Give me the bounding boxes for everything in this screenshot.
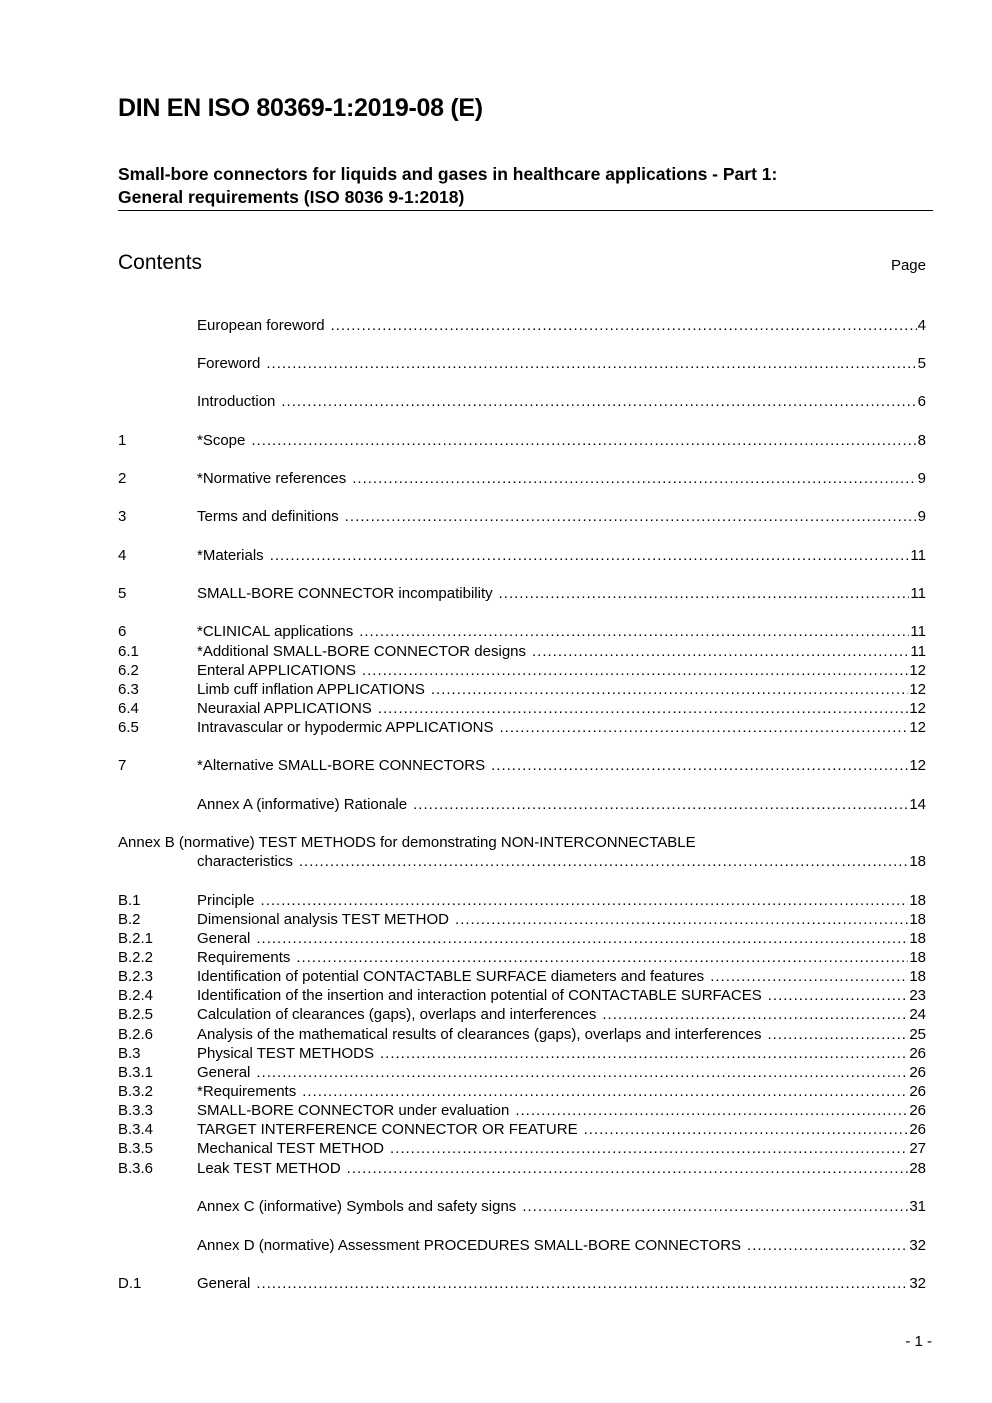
toc-entry[interactable] bbox=[118, 1197, 926, 1216]
toc-entry-page: 18 bbox=[909, 930, 926, 947]
toc-entry[interactable] bbox=[118, 316, 926, 335]
toc-entry-number: 6.4 bbox=[118, 700, 139, 717]
toc-dot-leader bbox=[345, 507, 917, 526]
toc-entry-title: Introduction bbox=[197, 393, 276, 410]
toc-entry-page: 9 bbox=[917, 470, 926, 487]
toc-entry[interactable] bbox=[118, 642, 926, 661]
toc-entry-number: 6.3 bbox=[118, 681, 139, 698]
toc-entry-page: 12 bbox=[909, 757, 926, 774]
toc-dot-leader bbox=[491, 756, 908, 775]
toc-dot-leader bbox=[602, 1005, 908, 1024]
toc-entry-page: 12 bbox=[909, 700, 926, 717]
toc-entry-number: B.2 bbox=[118, 911, 141, 928]
toc-entry-page: 32 bbox=[909, 1275, 926, 1292]
toc-entry-number: 5 bbox=[118, 585, 127, 602]
toc-entry-page: 18 bbox=[909, 911, 926, 928]
toc-entry-title: General bbox=[197, 1275, 251, 1292]
toc-entry-page: 28 bbox=[909, 1160, 926, 1177]
toc-entry-title: Identification of potential CONTACTABLE SURFACE diameters and features bbox=[197, 968, 705, 985]
toc-entry-title: Terms and definitions bbox=[197, 508, 339, 525]
toc-entry-number: B.3.2 bbox=[118, 1083, 154, 1100]
toc-dot-leader bbox=[390, 1139, 908, 1158]
toc-entry-title: SMALL-BORE CONNECTOR under evaluation bbox=[197, 1102, 510, 1119]
document-title bbox=[118, 163, 933, 209]
toc-entry[interactable] bbox=[118, 469, 926, 488]
page-column-heading: Page bbox=[890, 257, 926, 274]
toc-entry-page: 26 bbox=[909, 1102, 926, 1119]
toc-entry-title: Dimensional analysis TEST METHOD bbox=[197, 911, 450, 928]
toc-entry-page: 31 bbox=[909, 1198, 926, 1215]
toc-entry-page: 26 bbox=[909, 1045, 926, 1062]
toc-dot-leader bbox=[270, 546, 910, 565]
toc-entry-number: B.2.5 bbox=[118, 1006, 154, 1023]
toc-entry-page: 18 bbox=[909, 968, 926, 985]
toc-entry-number: D.1 bbox=[118, 1275, 142, 1292]
toc-entry-page: 9 bbox=[917, 508, 926, 525]
toc-entry[interactable] bbox=[118, 546, 926, 565]
toc-entry-page: 26 bbox=[909, 1064, 926, 1081]
toc-entry[interactable] bbox=[118, 661, 926, 680]
toc-dot-leader bbox=[380, 1044, 908, 1063]
toc-entry-title: Identification of the insertion and interaction potential of CONTACTABLE SURFACES bbox=[197, 987, 762, 1004]
toc-entry-page: 11 bbox=[910, 547, 926, 564]
toc-dot-leader bbox=[251, 431, 916, 450]
toc-entry-number: 6.2 bbox=[118, 662, 139, 679]
toc-entry[interactable] bbox=[118, 1082, 926, 1101]
toc-entry-title: Limb cuff inflation APPLICATIONS bbox=[197, 681, 425, 698]
toc-entry[interactable] bbox=[118, 967, 926, 986]
document-title-line-2: General requirements (ISO 8036 9-1:2018) bbox=[118, 187, 465, 207]
toc-entry-page: 5 bbox=[917, 355, 926, 372]
toc-entry[interactable] bbox=[118, 392, 926, 411]
toc-entry-number: B.2.2 bbox=[118, 949, 154, 966]
toc-dot-leader bbox=[522, 1197, 908, 1216]
toc-entry[interactable] bbox=[118, 795, 926, 814]
toc-entry[interactable] bbox=[118, 1274, 926, 1293]
toc-entry-number: B.3.5 bbox=[118, 1140, 154, 1157]
toc-entry-page: 18 bbox=[909, 853, 926, 870]
toc-dot-leader bbox=[413, 795, 908, 814]
toc-entry-page: 14 bbox=[909, 796, 926, 813]
toc-entry-title: Physical TEST METHODS bbox=[197, 1045, 374, 1062]
toc-entry-title: *Requirements bbox=[197, 1083, 297, 1100]
toc-entry[interactable] bbox=[118, 1120, 926, 1139]
toc-entry-title: Annex C (informative) Symbols and safety signs bbox=[197, 1198, 517, 1215]
toc-entry-title: Annex D (normative) Assessment PROCEDURES SMALL-BORE CONNECTORS bbox=[197, 1237, 742, 1254]
toc-dot-leader bbox=[767, 1025, 908, 1044]
toc-entry-title: SMALL-BORE CONNECTOR incompatibility bbox=[197, 585, 493, 602]
toc-entry-page: 11 bbox=[910, 643, 926, 660]
toc-dot-leader bbox=[331, 316, 917, 335]
toc-dot-leader bbox=[515, 1101, 908, 1120]
toc-entry[interactable] bbox=[118, 354, 926, 373]
toc-entry[interactable] bbox=[118, 852, 926, 871]
toc-entry-title: Annex A (informative) Rationale bbox=[197, 796, 408, 813]
toc-entry-page: 11 bbox=[910, 585, 926, 602]
toc-entry-number: 6 bbox=[118, 623, 127, 640]
toc-dot-leader bbox=[747, 1236, 908, 1255]
document-number: DIN EN ISO 80369-1:2019-08 (E) bbox=[118, 94, 483, 122]
toc-dot-leader bbox=[261, 891, 909, 910]
toc-entry[interactable] bbox=[118, 986, 926, 1005]
toc-entry-number: B.3.1 bbox=[118, 1064, 154, 1081]
toc-entry-title: Analysis of the mathematical results of clearances (gaps), overlaps and interferences bbox=[197, 1026, 762, 1043]
toc-dot-leader bbox=[359, 622, 909, 641]
toc-entry[interactable] bbox=[118, 680, 926, 699]
toc-entry-number: 4 bbox=[118, 547, 127, 564]
toc-entry-page: 32 bbox=[909, 1237, 926, 1254]
contents-heading: Contents bbox=[118, 251, 203, 274]
toc-entry-page: 4 bbox=[917, 317, 926, 334]
toc-entry[interactable] bbox=[118, 431, 926, 450]
toc-entry-page: 12 bbox=[909, 681, 926, 698]
toc-entry-page: 24 bbox=[909, 1006, 926, 1023]
toc-dot-leader bbox=[584, 1120, 909, 1139]
toc-entry[interactable] bbox=[118, 1025, 926, 1044]
toc-entry[interactable] bbox=[118, 1044, 926, 1063]
toc-entry-title: Leak TEST METHOD bbox=[197, 1160, 341, 1177]
toc-entry-title: Enteral APPLICATIONS bbox=[197, 662, 356, 679]
toc-entry-title: Foreword bbox=[197, 355, 261, 372]
toc-entry-number: 2 bbox=[118, 470, 127, 487]
toc-entry[interactable] bbox=[118, 584, 926, 603]
toc-entry-heading-line: Annex B (normative) TEST METHODS for demonstrating NON-INTERCONNECTABLE bbox=[118, 834, 696, 851]
toc-entry[interactable] bbox=[118, 1101, 926, 1120]
toc-entry-number: B.3.6 bbox=[118, 1160, 154, 1177]
toc-dot-leader bbox=[500, 718, 909, 737]
toc-entry[interactable] bbox=[118, 1159, 926, 1178]
title-rule bbox=[118, 210, 933, 211]
toc-dot-leader bbox=[266, 354, 916, 373]
toc-entry-title: Requirements bbox=[197, 949, 291, 966]
toc-dot-leader bbox=[256, 1274, 908, 1293]
toc-dot-leader bbox=[352, 469, 916, 488]
toc-entry[interactable] bbox=[118, 929, 926, 948]
toc-dot-leader bbox=[296, 948, 908, 967]
toc-dot-leader bbox=[710, 967, 908, 986]
toc-entry-title: Calculation of clearances (gaps), overlaps and interferences bbox=[197, 1006, 597, 1023]
toc-dot-leader bbox=[256, 929, 908, 948]
toc-entry-page: 12 bbox=[909, 662, 926, 679]
toc-entry-title: *Alternative SMALL-BORE CONNECTORS bbox=[197, 757, 486, 774]
toc-dot-leader bbox=[532, 642, 909, 661]
toc-entry[interactable] bbox=[118, 699, 926, 718]
toc-entry-number: B.1 bbox=[118, 892, 141, 909]
toc-entry-page: 23 bbox=[909, 987, 926, 1004]
toc-dot-leader bbox=[302, 1082, 908, 1101]
toc-entry-number: B.2.6 bbox=[118, 1026, 154, 1043]
toc-dot-leader bbox=[362, 661, 908, 680]
footer-page-number: - 1 - bbox=[905, 1333, 932, 1350]
toc-entry-title: *Scope bbox=[197, 432, 246, 449]
toc-entry-number: B.3.4 bbox=[118, 1121, 154, 1138]
toc-entry[interactable] bbox=[118, 891, 926, 910]
toc-entry-title: TARGET INTERFERENCE CONNECTOR OR FEATURE bbox=[197, 1121, 578, 1138]
toc-entry-title: Mechanical TEST METHOD bbox=[197, 1140, 384, 1157]
toc-entry[interactable] bbox=[118, 718, 926, 737]
toc-entry-title: General bbox=[197, 1064, 251, 1081]
toc-entry[interactable] bbox=[118, 756, 926, 775]
toc-entry-title: European foreword bbox=[197, 317, 325, 334]
toc-entry-page: 8 bbox=[917, 432, 926, 449]
toc-entry-title: *Normative references bbox=[197, 470, 347, 487]
toc-entry-title: *Additional SMALL-BORE CONNECTOR designs bbox=[197, 643, 527, 660]
toc-entry-number: B.2.1 bbox=[118, 930, 154, 947]
toc-dot-leader bbox=[256, 1063, 908, 1082]
toc-entry[interactable] bbox=[118, 1139, 926, 1158]
toc-entry-title: Intravascular or hypodermic APPLICATIONS bbox=[197, 719, 494, 736]
toc-entry-page: 27 bbox=[909, 1140, 926, 1157]
toc-dot-leader bbox=[347, 1159, 909, 1178]
toc-entry-number: 3 bbox=[118, 508, 127, 525]
toc-entry[interactable] bbox=[118, 622, 926, 641]
toc-entry-page: 18 bbox=[909, 949, 926, 966]
toc-entry[interactable] bbox=[118, 948, 926, 967]
toc-entry[interactable] bbox=[118, 910, 926, 929]
toc-entry-number: B.2.4 bbox=[118, 987, 154, 1004]
toc-entry-page: 12 bbox=[909, 719, 926, 736]
toc-entry-title: *CLINICAL applications bbox=[197, 623, 354, 640]
toc-entry-title: characteristics bbox=[197, 853, 293, 870]
toc-entry-number: 7 bbox=[118, 757, 127, 774]
toc-entry-title: *Materials bbox=[197, 547, 264, 564]
toc-dot-leader bbox=[499, 584, 910, 603]
toc-entry[interactable] bbox=[118, 1236, 926, 1255]
toc-entry[interactable] bbox=[118, 1063, 926, 1082]
toc-entry-page: 11 bbox=[910, 623, 926, 640]
toc-entry-number: B.2.3 bbox=[118, 968, 154, 985]
toc-dot-leader bbox=[455, 910, 908, 929]
document-title-line-1: Small-bore connectors for liquids and gases in healthcare applications - Part 1: bbox=[118, 164, 778, 184]
toc-entry-title: General bbox=[197, 930, 251, 947]
toc-entry-number: 6.1 bbox=[118, 643, 139, 660]
toc-entry-number: B.3 bbox=[118, 1045, 141, 1062]
toc-entry-page: 25 bbox=[909, 1026, 926, 1043]
toc-entry-number: 6.5 bbox=[118, 719, 139, 736]
toc-entry-title: Principle bbox=[197, 892, 255, 909]
toc-dot-leader bbox=[431, 680, 908, 699]
toc-entry[interactable] bbox=[118, 507, 926, 526]
toc-entry-number: B.3.3 bbox=[118, 1102, 154, 1119]
toc-dot-leader bbox=[378, 699, 909, 718]
toc-entry-page: 18 bbox=[909, 892, 926, 909]
toc-entry[interactable] bbox=[118, 1005, 926, 1024]
toc-entry-page: 26 bbox=[909, 1083, 926, 1100]
toc-entry-title: Neuraxial APPLICATIONS bbox=[197, 700, 372, 717]
toc-entry-page: 26 bbox=[909, 1121, 926, 1138]
toc-entry-number: 1 bbox=[118, 432, 127, 449]
toc-entry-page: 6 bbox=[917, 393, 926, 410]
toc-dot-leader bbox=[299, 852, 908, 871]
toc-dot-leader bbox=[768, 986, 909, 1005]
toc-dot-leader bbox=[281, 392, 916, 411]
